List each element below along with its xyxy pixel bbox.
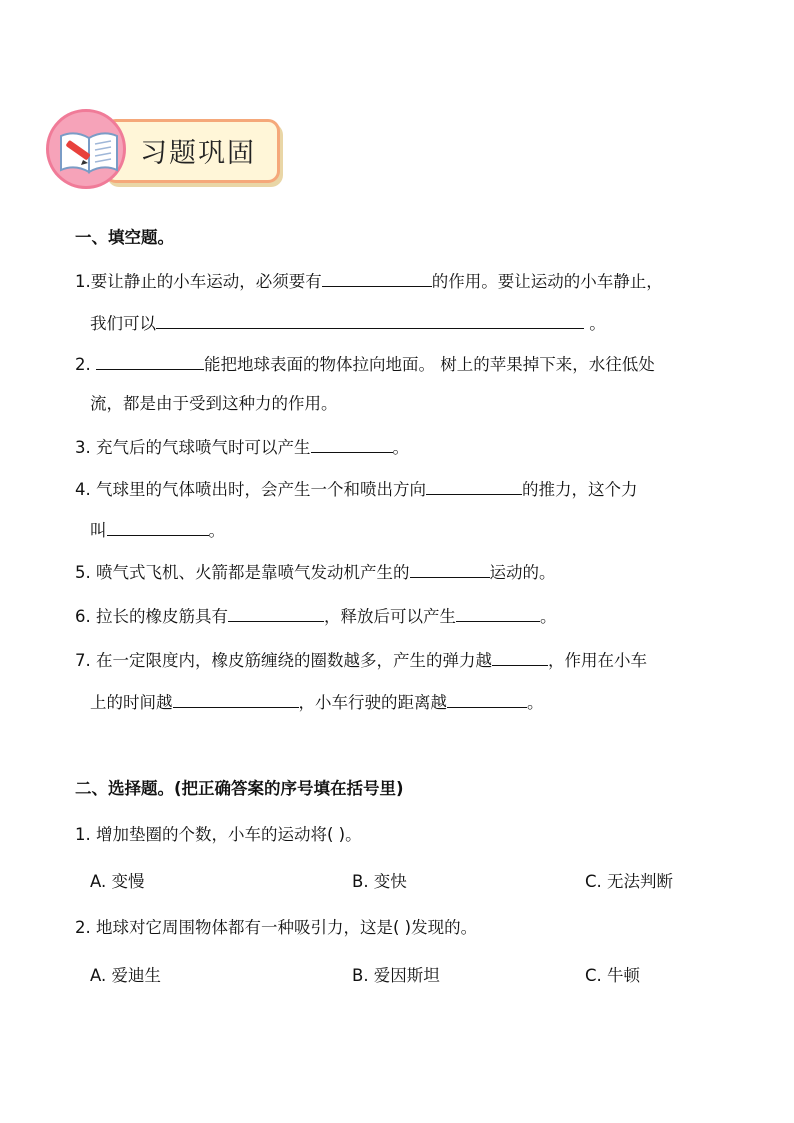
- answer-blank[interactable]: [492, 647, 548, 666]
- choice-1-option-c[interactable]: C. 无法判断: [585, 872, 674, 891]
- answer-blank[interactable]: [311, 434, 393, 453]
- question-2-line-1: 2. 能把地球表面的物体拉向地面。 树上的苹果掉下来，水往低处: [75, 351, 655, 376]
- choice-question-1: 1. 增加垫圈的个数，小车的运动将( )。: [75, 825, 362, 844]
- choice-1-option-a[interactable]: A. 变慢: [90, 872, 145, 891]
- section-badge: [46, 109, 286, 191]
- page-title: 习题巩固: [140, 138, 256, 169]
- section1-heading: 一、填空题。: [75, 228, 174, 247]
- question-7-line-2: 上的时间越 ，小车行驶的距离越 。: [90, 689, 544, 714]
- answer-blank[interactable]: [426, 476, 522, 495]
- answer-blank[interactable]: [173, 689, 299, 708]
- question-4-line-2: 叫 。: [90, 517, 225, 542]
- answer-blank[interactable]: [456, 603, 540, 622]
- question-5: 5. 喷气式飞机、火箭都是靠喷气发动机产生的 运动的。: [75, 559, 556, 584]
- choice-2-option-a[interactable]: A. 爱迪生: [90, 966, 161, 985]
- question-3: 3. 充气后的气球喷气时可以产生 。: [75, 434, 409, 459]
- answer-blank[interactable]: [107, 517, 209, 536]
- question-7-line-1: 7. 在一定限度内，橡皮筋缠绕的圈数越多，产生的弹力越 ，作用在小车: [75, 647, 647, 672]
- question-4-line-1: 4. 气球里的气体喷出时，会产生一个和喷出方向 的推力，这个力: [75, 476, 638, 501]
- choice-2-option-c[interactable]: C. 牛顿: [585, 966, 641, 985]
- answer-blank[interactable]: [410, 559, 490, 578]
- question-1-line-1: 1.要让静止的小车运动，必须要有 的作用。要让运动的小车静止，: [75, 268, 663, 293]
- section2-heading: 二、选择题。(把正确答案的序号填在括号里): [75, 779, 404, 798]
- notebook-pencil-icon: [46, 109, 126, 189]
- answer-blank[interactable]: [156, 310, 584, 329]
- answer-blank[interactable]: [228, 603, 324, 622]
- question-6: 6. 拉长的橡皮筋具有 ，释放后可以产生 。: [75, 603, 557, 628]
- answer-blank[interactable]: [96, 351, 204, 370]
- question-1-line-2: 我们可以 。: [90, 310, 606, 335]
- answer-blank[interactable]: [322, 268, 432, 287]
- choice-1-option-b[interactable]: B. 变快: [352, 872, 407, 891]
- choice-question-2: 2. 地球对它周围物体都有一种吸引力，这是( )发现的。: [75, 918, 478, 937]
- question-2-line-2: 流，都是由于受到这种力的作用。: [90, 394, 338, 413]
- answer-blank[interactable]: [447, 689, 527, 708]
- choice-2-option-b[interactable]: B. 爱因斯坦: [352, 966, 440, 985]
